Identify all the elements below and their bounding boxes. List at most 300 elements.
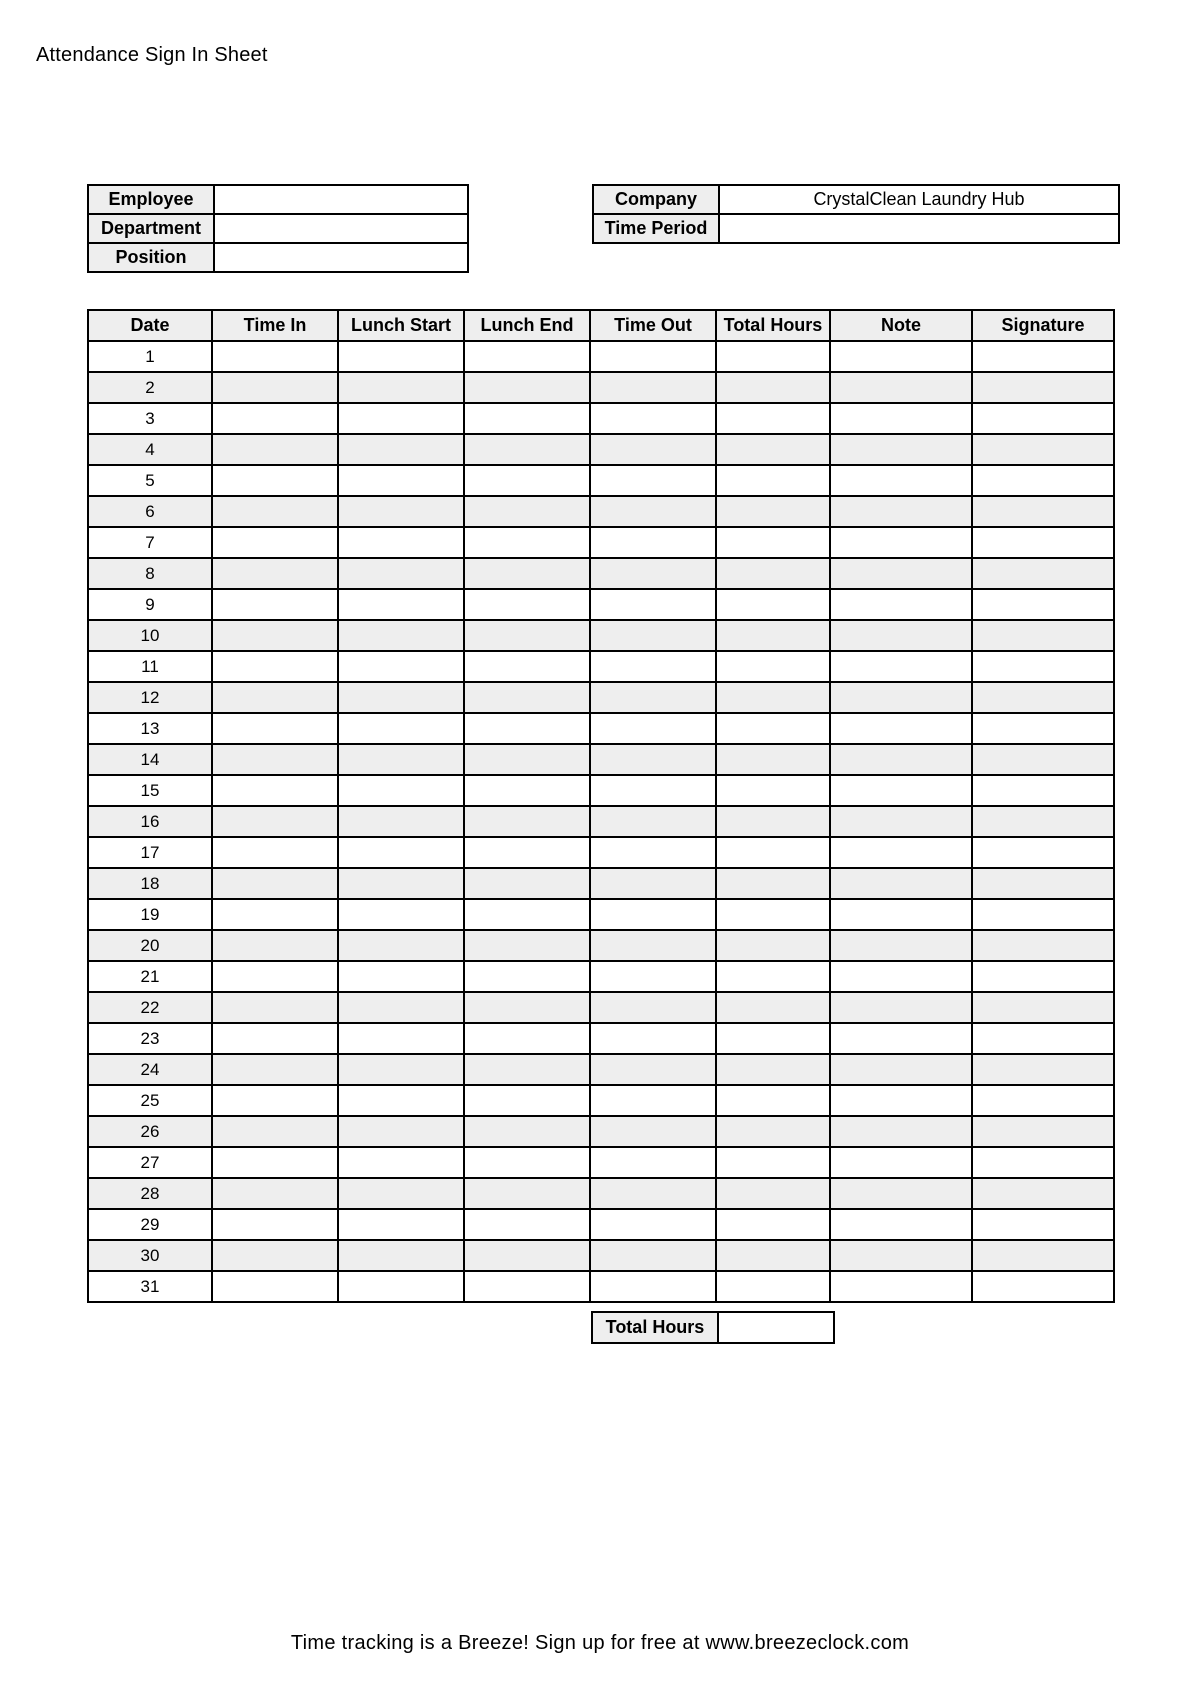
total-hours-cell[interactable] xyxy=(716,899,830,930)
lunch-end-cell[interactable] xyxy=(464,620,590,651)
total-hours-field[interactable] xyxy=(718,1312,834,1343)
company-row xyxy=(593,185,1119,214)
time-out-cell[interactable] xyxy=(590,496,716,527)
date-cell: 19 xyxy=(88,899,212,930)
date-cell: 10 xyxy=(88,620,212,651)
note-cell[interactable] xyxy=(830,434,972,465)
lunch-start-cell[interactable] xyxy=(338,1054,464,1085)
department-field[interactable] xyxy=(214,214,468,243)
signature-cell[interactable] xyxy=(972,651,1114,682)
total-hours-cell[interactable] xyxy=(716,403,830,434)
date-cell: 29 xyxy=(88,1209,212,1240)
note-cell[interactable] xyxy=(830,527,972,558)
note-cell[interactable] xyxy=(830,899,972,930)
signature-cell[interactable] xyxy=(972,558,1114,589)
time-in-cell[interactable] xyxy=(212,341,338,372)
time-out-cell[interactable] xyxy=(590,434,716,465)
column-header-total-hours: Total Hours xyxy=(716,310,830,341)
total-hours-cell[interactable] xyxy=(716,496,830,527)
time-out-cell[interactable] xyxy=(590,1178,716,1209)
lunch-start-cell[interactable] xyxy=(338,558,464,589)
table-row xyxy=(88,527,1114,558)
time-in-cell[interactable] xyxy=(212,744,338,775)
lunch-start-cell[interactable] xyxy=(338,713,464,744)
table-row xyxy=(88,496,1114,527)
total-hours-cell[interactable] xyxy=(716,1147,830,1178)
time-out-cell[interactable] xyxy=(590,1147,716,1178)
time-in-cell[interactable] xyxy=(212,1271,338,1302)
date-cell: 27 xyxy=(88,1147,212,1178)
note-cell[interactable] xyxy=(830,1209,972,1240)
note-cell[interactable] xyxy=(830,403,972,434)
lunch-end-cell[interactable] xyxy=(464,744,590,775)
note-cell[interactable] xyxy=(830,961,972,992)
note-cell[interactable] xyxy=(830,1085,972,1116)
time-in-cell[interactable] xyxy=(212,806,338,837)
total-hours-cell[interactable] xyxy=(716,1054,830,1085)
page-title: Attendance Sign In Sheet xyxy=(36,44,268,66)
total-hours-cell[interactable] xyxy=(716,1209,830,1240)
signature-cell[interactable] xyxy=(972,899,1114,930)
lunch-end-cell[interactable] xyxy=(464,589,590,620)
total-hours-cell[interactable] xyxy=(716,558,830,589)
time-in-cell[interactable] xyxy=(212,1023,338,1054)
total-hours-cell[interactable] xyxy=(716,713,830,744)
lunch-end-cell[interactable] xyxy=(464,682,590,713)
signature-cell[interactable] xyxy=(972,713,1114,744)
note-cell[interactable] xyxy=(830,558,972,589)
time-in-cell[interactable] xyxy=(212,868,338,899)
note-cell[interactable] xyxy=(830,744,972,775)
employee-field[interactable] xyxy=(214,185,468,214)
time-in-cell[interactable] xyxy=(212,465,338,496)
time-out-cell[interactable] xyxy=(590,837,716,868)
time-out-cell[interactable] xyxy=(590,403,716,434)
time-period-field[interactable] xyxy=(719,214,1119,243)
lunch-start-cell[interactable] xyxy=(338,1209,464,1240)
total-hours-table xyxy=(591,1311,835,1344)
time-out-cell[interactable] xyxy=(590,465,716,496)
time-in-cell[interactable] xyxy=(212,930,338,961)
signature-cell[interactable] xyxy=(972,1023,1114,1054)
date-cell: 31 xyxy=(88,1271,212,1302)
date-cell: 14 xyxy=(88,744,212,775)
time-out-cell[interactable] xyxy=(590,930,716,961)
table-row xyxy=(88,341,1114,372)
lunch-end-cell[interactable] xyxy=(464,527,590,558)
signature-cell[interactable] xyxy=(972,496,1114,527)
lunch-start-cell[interactable] xyxy=(338,1240,464,1271)
date-cell: 16 xyxy=(88,806,212,837)
table-row xyxy=(88,1023,1114,1054)
date-cell: 6 xyxy=(88,496,212,527)
time-out-cell[interactable] xyxy=(590,1023,716,1054)
total-hours-cell[interactable] xyxy=(716,1116,830,1147)
lunch-end-cell[interactable] xyxy=(464,992,590,1023)
time-in-cell[interactable] xyxy=(212,558,338,589)
date-cell: 25 xyxy=(88,1085,212,1116)
lunch-start-cell[interactable] xyxy=(338,868,464,899)
total-hours-cell[interactable] xyxy=(716,434,830,465)
note-cell[interactable] xyxy=(830,775,972,806)
lunch-start-cell[interactable] xyxy=(338,961,464,992)
lunch-end-cell[interactable] xyxy=(464,341,590,372)
lunch-end-cell[interactable] xyxy=(464,1023,590,1054)
lunch-end-cell[interactable] xyxy=(464,868,590,899)
total-hours-row xyxy=(592,1312,834,1343)
date-cell: 7 xyxy=(88,527,212,558)
date-cell: 18 xyxy=(88,868,212,899)
lunch-end-cell[interactable] xyxy=(464,930,590,961)
lunch-start-cell[interactable] xyxy=(338,1116,464,1147)
time-in-cell[interactable] xyxy=(212,961,338,992)
time-in-cell[interactable] xyxy=(212,1147,338,1178)
total-hours-cell[interactable] xyxy=(716,651,830,682)
lunch-start-cell[interactable] xyxy=(338,992,464,1023)
signature-cell[interactable] xyxy=(972,744,1114,775)
date-cell: 4 xyxy=(88,434,212,465)
time-out-cell[interactable] xyxy=(590,1240,716,1271)
table-row xyxy=(88,651,1114,682)
date-cell: 8 xyxy=(88,558,212,589)
table-row xyxy=(88,620,1114,651)
time-in-cell[interactable] xyxy=(212,434,338,465)
signature-cell[interactable] xyxy=(972,806,1114,837)
time-in-cell[interactable] xyxy=(212,403,338,434)
note-cell[interactable] xyxy=(830,1116,972,1147)
date-cell: 24 xyxy=(88,1054,212,1085)
lunch-start-cell[interactable] xyxy=(338,589,464,620)
total-hours-cell[interactable] xyxy=(716,465,830,496)
signature-cell[interactable] xyxy=(972,1240,1114,1271)
total-hours-cell[interactable] xyxy=(716,930,830,961)
lunch-end-cell[interactable] xyxy=(464,372,590,403)
lunch-end-cell[interactable] xyxy=(464,899,590,930)
lunch-start-cell[interactable] xyxy=(338,837,464,868)
note-cell[interactable] xyxy=(830,465,972,496)
signature-cell[interactable] xyxy=(972,868,1114,899)
lunch-start-cell[interactable] xyxy=(338,651,464,682)
note-cell[interactable] xyxy=(830,496,972,527)
total-hours-cell[interactable] xyxy=(716,589,830,620)
time-out-cell[interactable] xyxy=(590,713,716,744)
date-cell: 11 xyxy=(88,651,212,682)
total-hours-cell[interactable] xyxy=(716,372,830,403)
signature-cell[interactable] xyxy=(972,1209,1114,1240)
total-hours-cell[interactable] xyxy=(716,961,830,992)
lunch-end-cell[interactable] xyxy=(464,1240,590,1271)
time-out-cell[interactable] xyxy=(590,899,716,930)
lunch-end-cell[interactable] xyxy=(464,1147,590,1178)
table-row xyxy=(88,1116,1114,1147)
signature-cell[interactable] xyxy=(972,930,1114,961)
table-row xyxy=(88,868,1114,899)
date-cell: 23 xyxy=(88,1023,212,1054)
time-in-cell[interactable] xyxy=(212,992,338,1023)
date-cell: 1 xyxy=(88,341,212,372)
time-out-cell[interactable] xyxy=(590,651,716,682)
time-out-cell[interactable] xyxy=(590,589,716,620)
date-cell: 26 xyxy=(88,1116,212,1147)
total-hours-cell[interactable] xyxy=(716,775,830,806)
total-hours-cell[interactable] xyxy=(716,682,830,713)
lunch-start-cell[interactable] xyxy=(338,806,464,837)
total-hours-cell[interactable] xyxy=(716,1085,830,1116)
lunch-end-cell[interactable] xyxy=(464,961,590,992)
lunch-start-cell[interactable] xyxy=(338,775,464,806)
signature-cell[interactable] xyxy=(972,1147,1114,1178)
lunch-start-cell[interactable] xyxy=(338,1271,464,1302)
lunch-start-cell[interactable] xyxy=(338,744,464,775)
lunch-end-cell[interactable] xyxy=(464,775,590,806)
date-cell: 2 xyxy=(88,372,212,403)
time-in-cell[interactable] xyxy=(212,589,338,620)
signature-cell[interactable] xyxy=(972,1054,1114,1085)
date-cell: 15 xyxy=(88,775,212,806)
company-info-table xyxy=(592,184,1120,244)
lunch-end-cell[interactable] xyxy=(464,1085,590,1116)
signature-cell[interactable] xyxy=(972,1271,1114,1302)
time-in-cell[interactable] xyxy=(212,837,338,868)
total-hours-cell[interactable] xyxy=(716,341,830,372)
total-hours-cell[interactable] xyxy=(716,868,830,899)
time-in-cell[interactable] xyxy=(212,620,338,651)
lunch-end-cell[interactable] xyxy=(464,1116,590,1147)
time-in-cell[interactable] xyxy=(212,1209,338,1240)
note-cell[interactable] xyxy=(830,837,972,868)
table-row xyxy=(88,744,1114,775)
note-cell[interactable] xyxy=(830,930,972,961)
column-header-signature: Signature xyxy=(972,310,1114,341)
table-row xyxy=(88,961,1114,992)
time-out-cell[interactable] xyxy=(590,341,716,372)
time-in-cell[interactable] xyxy=(212,713,338,744)
lunch-start-cell[interactable] xyxy=(338,1023,464,1054)
time-out-cell[interactable] xyxy=(590,1209,716,1240)
time-out-cell[interactable] xyxy=(590,620,716,651)
note-cell[interactable] xyxy=(830,713,972,744)
time-period-row xyxy=(593,214,1119,243)
time-in-cell[interactable] xyxy=(212,1054,338,1085)
table-row xyxy=(88,1054,1114,1085)
lunch-start-cell[interactable] xyxy=(338,1178,464,1209)
signature-cell[interactable] xyxy=(972,341,1114,372)
position-row xyxy=(88,243,468,272)
date-cell: 22 xyxy=(88,992,212,1023)
lunch-end-cell[interactable] xyxy=(464,1178,590,1209)
note-cell[interactable] xyxy=(830,992,972,1023)
signature-cell[interactable] xyxy=(972,992,1114,1023)
time-period-label: Time Period xyxy=(593,214,719,243)
note-cell[interactable] xyxy=(830,1054,972,1085)
total-hours-cell[interactable] xyxy=(716,992,830,1023)
time-in-cell[interactable] xyxy=(212,775,338,806)
table-row xyxy=(88,558,1114,589)
total-hours-cell[interactable] xyxy=(716,1271,830,1302)
lunch-start-cell[interactable] xyxy=(338,372,464,403)
time-out-cell[interactable] xyxy=(590,558,716,589)
column-header-time-out: Time Out xyxy=(590,310,716,341)
time-out-cell[interactable] xyxy=(590,1271,716,1302)
signature-cell[interactable] xyxy=(972,775,1114,806)
table-row xyxy=(88,465,1114,496)
note-cell[interactable] xyxy=(830,1147,972,1178)
total-hours-cell[interactable] xyxy=(716,620,830,651)
time-out-cell[interactable] xyxy=(590,775,716,806)
signature-cell[interactable] xyxy=(972,403,1114,434)
lunch-start-cell[interactable] xyxy=(338,930,464,961)
company-field[interactable]: CrystalClean Laundry Hub xyxy=(719,185,1119,214)
table-row xyxy=(88,837,1114,868)
time-in-cell[interactable] xyxy=(212,899,338,930)
table-header-row xyxy=(88,310,1114,341)
note-cell[interactable] xyxy=(830,1271,972,1302)
time-in-cell[interactable] xyxy=(212,372,338,403)
total-hours-cell[interactable] xyxy=(716,1240,830,1271)
attendance-table xyxy=(87,309,1115,1303)
signature-cell[interactable] xyxy=(972,589,1114,620)
time-out-cell[interactable] xyxy=(590,992,716,1023)
table-row xyxy=(88,775,1114,806)
lunch-start-cell[interactable] xyxy=(338,682,464,713)
total-hours-cell[interactable] xyxy=(716,806,830,837)
table-row xyxy=(88,372,1114,403)
lunch-start-cell[interactable] xyxy=(338,496,464,527)
note-cell[interactable] xyxy=(830,651,972,682)
signature-cell[interactable] xyxy=(972,372,1114,403)
table-row xyxy=(88,1271,1114,1302)
total-hours-cell[interactable] xyxy=(716,1178,830,1209)
table-row xyxy=(88,806,1114,837)
lunch-start-cell[interactable] xyxy=(338,1085,464,1116)
note-cell[interactable] xyxy=(830,1178,972,1209)
employee-label: Employee xyxy=(88,185,214,214)
time-out-cell[interactable] xyxy=(590,682,716,713)
time-in-cell[interactable] xyxy=(212,1085,338,1116)
employee-row xyxy=(88,185,468,214)
signature-cell[interactable] xyxy=(972,837,1114,868)
column-header-time-in: Time In xyxy=(212,310,338,341)
note-cell[interactable] xyxy=(830,806,972,837)
date-cell: 20 xyxy=(88,930,212,961)
table-row xyxy=(88,1240,1114,1271)
note-cell[interactable] xyxy=(830,1240,972,1271)
note-cell[interactable] xyxy=(830,620,972,651)
lunch-end-cell[interactable] xyxy=(464,558,590,589)
lunch-end-cell[interactable] xyxy=(464,1271,590,1302)
lunch-end-cell[interactable] xyxy=(464,465,590,496)
signature-cell[interactable] xyxy=(972,527,1114,558)
note-cell[interactable] xyxy=(830,341,972,372)
note-cell[interactable] xyxy=(830,868,972,899)
date-cell: 13 xyxy=(88,713,212,744)
employee-info-table xyxy=(87,184,469,273)
signature-cell[interactable] xyxy=(972,1085,1114,1116)
signature-cell[interactable] xyxy=(972,434,1114,465)
signature-cell[interactable] xyxy=(972,961,1114,992)
signature-cell[interactable] xyxy=(972,682,1114,713)
lunch-end-cell[interactable] xyxy=(464,1054,590,1085)
table-row xyxy=(88,403,1114,434)
lunch-start-cell[interactable] xyxy=(338,403,464,434)
lunch-start-cell[interactable] xyxy=(338,899,464,930)
note-cell[interactable] xyxy=(830,589,972,620)
total-hours-cell[interactable] xyxy=(716,837,830,868)
lunch-end-cell[interactable] xyxy=(464,403,590,434)
lunch-start-cell[interactable] xyxy=(338,341,464,372)
note-cell[interactable] xyxy=(830,682,972,713)
table-row xyxy=(88,434,1114,465)
time-out-cell[interactable] xyxy=(590,1054,716,1085)
position-field[interactable] xyxy=(214,243,468,272)
time-in-cell[interactable] xyxy=(212,651,338,682)
lunch-end-cell[interactable] xyxy=(464,651,590,682)
time-in-cell[interactable] xyxy=(212,527,338,558)
lunch-start-cell[interactable] xyxy=(338,465,464,496)
time-in-cell[interactable] xyxy=(212,682,338,713)
lunch-start-cell[interactable] xyxy=(338,1147,464,1178)
company-label: Company xyxy=(593,185,719,214)
note-cell[interactable] xyxy=(830,1023,972,1054)
signature-cell[interactable] xyxy=(972,465,1114,496)
lunch-start-cell[interactable] xyxy=(338,620,464,651)
lunch-end-cell[interactable] xyxy=(464,496,590,527)
table-row xyxy=(88,1178,1114,1209)
time-in-cell[interactable] xyxy=(212,1240,338,1271)
lunch-end-cell[interactable] xyxy=(464,837,590,868)
lunch-start-cell[interactable] xyxy=(338,527,464,558)
total-hours-cell[interactable] xyxy=(716,744,830,775)
time-in-cell[interactable] xyxy=(212,1178,338,1209)
signature-cell[interactable] xyxy=(972,1116,1114,1147)
date-cell: 9 xyxy=(88,589,212,620)
column-header-lunch-start: Lunch Start xyxy=(338,310,464,341)
note-cell[interactable] xyxy=(830,372,972,403)
column-header-note: Note xyxy=(830,310,972,341)
time-out-cell[interactable] xyxy=(590,1085,716,1116)
lunch-end-cell[interactable] xyxy=(464,1209,590,1240)
table-row xyxy=(88,992,1114,1023)
signature-cell[interactable] xyxy=(972,1178,1114,1209)
time-in-cell[interactable] xyxy=(212,1116,338,1147)
lunch-start-cell[interactable] xyxy=(338,434,464,465)
time-out-cell[interactable] xyxy=(590,744,716,775)
time-out-cell[interactable] xyxy=(590,868,716,899)
column-header-lunch-end: Lunch End xyxy=(464,310,590,341)
column-header-date: Date xyxy=(88,310,212,341)
time-in-cell[interactable] xyxy=(212,496,338,527)
time-out-cell[interactable] xyxy=(590,806,716,837)
time-out-cell[interactable] xyxy=(590,372,716,403)
lunch-end-cell[interactable] xyxy=(464,713,590,744)
total-hours-cell[interactable] xyxy=(716,527,830,558)
signature-cell[interactable] xyxy=(972,620,1114,651)
lunch-end-cell[interactable] xyxy=(464,434,590,465)
time-out-cell[interactable] xyxy=(590,961,716,992)
date-cell: 3 xyxy=(88,403,212,434)
date-cell: 28 xyxy=(88,1178,212,1209)
time-out-cell[interactable] xyxy=(590,527,716,558)
table-row xyxy=(88,899,1114,930)
table-row xyxy=(88,682,1114,713)
department-row xyxy=(88,214,468,243)
footer-text: Time tracking is a Breeze! Sign up for free at www.breezeclock.com xyxy=(290,1632,910,1654)
date-cell: 5 xyxy=(88,465,212,496)
table-body xyxy=(88,341,1114,1302)
total-hours-cell[interactable] xyxy=(716,1023,830,1054)
time-out-cell[interactable] xyxy=(590,1116,716,1147)
lunch-end-cell[interactable] xyxy=(464,806,590,837)
